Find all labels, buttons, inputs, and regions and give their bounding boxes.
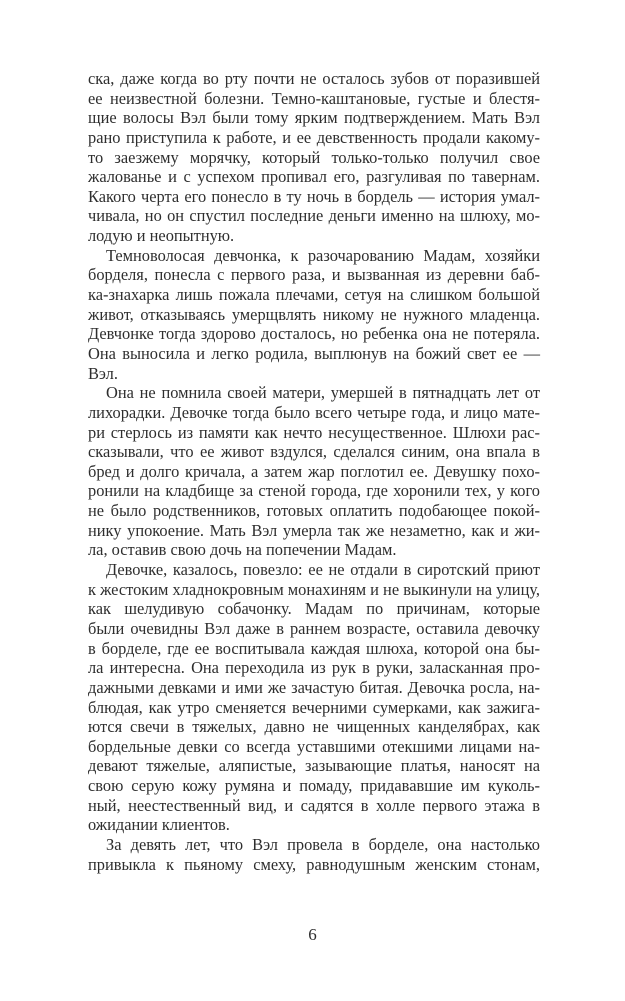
text-line: свою серую кожу румяна и помаду, придававшие им куколь- xyxy=(88,776,540,796)
text-line: привыкла к пьяному смеху, равнодушным женским стонам, xyxy=(88,854,540,874)
text-line: ронили на кладбище за стеной города, где хоронили тех, у кого xyxy=(88,481,540,501)
text-line: Девчонке тогда здорово досталось, но ребенка она не потеряла. xyxy=(88,324,540,344)
text-line: бред и долго кричала, а затем жар поглотил ее. Девушку похо- xyxy=(88,461,540,481)
text-line: живот, отказываясь умерщвлять никому не нужного младенца. xyxy=(88,304,540,324)
text-line: щие волосы Вэл были тому ярким подтверждением. Мать Вэл xyxy=(88,108,540,128)
text-line: ри стерлось из памяти как нечто несущественное. Шлюхи рас- xyxy=(88,422,540,442)
text-line: ее неизвестной болезни. Темно-каштановые, густые и блестя- xyxy=(88,88,540,108)
text-line: Темноволосая девчонка, к разочарованию Мадам, хозяйки xyxy=(106,245,540,265)
text-line: были очевидны Вэл даже в раннем возрасте, оставила девочку xyxy=(88,618,540,638)
text-line: ожидании клиентов. xyxy=(88,815,230,835)
text-line: ла, оставив свою дочь на попечении Мадам. xyxy=(88,540,397,560)
text-line: Какого черта его понесло в ту ночь в бордель — история умал- xyxy=(88,186,540,206)
text-line: ла интересна. Она переходила из рук в руки, заласканная про- xyxy=(88,658,540,678)
text-line: лодую и неопытную. xyxy=(88,226,235,246)
text-line: как шелудивую собачонку. Мадам по причинам, которые xyxy=(88,599,540,619)
text-line: девают тяжелые, аляпистые, зазывающие платья, наносят на xyxy=(88,756,540,776)
text-line: За девять лет, что Вэл провела в борделе, она настолько xyxy=(106,834,540,854)
text-line: ка-знахарка лишь пожала плечами, сетуя на слишком большой xyxy=(88,285,540,305)
text-line: лихорадки. Девочке тогда было всего четыре года, и лицо мате- xyxy=(88,402,540,422)
text-line: рано приступила к работе, и ее девственность продали какому- xyxy=(88,127,540,147)
text-line: борделя, понесла с первого раза, и вызванная из деревни баб- xyxy=(88,265,540,285)
body-text xyxy=(88,69,540,874)
text-line: дажными девками и ими же зачастую битая. Девочка росла, на- xyxy=(88,677,540,697)
text-line: сказывали, что ее живот вздулся, сделался синим, она впала в xyxy=(88,442,540,462)
text-line: не было родственников, готовых оплатить подобающее покой- xyxy=(88,501,540,521)
text-line: жалованье и с успехом пропивал его, разгуливая по тавернам. xyxy=(88,167,540,187)
text-line: то заезжему морячку, который только-только получил свое xyxy=(88,147,540,167)
text-line: блюдая, как утро сменяется вечерними сумерками, как зажига- xyxy=(88,697,540,717)
text-line: Она не помнила своей матери, умершей в пятнадцать лет от xyxy=(106,383,540,403)
text-line: к жестоким хладнокровным монахиням и не выкинули на улицу, xyxy=(88,579,540,599)
text-line: в борделе, где ее воспитывала каждая шлюха, которой она бы- xyxy=(88,638,540,658)
text-line: нику упокоение. Мать Вэл умерла так же незаметно, как и жи- xyxy=(88,520,540,540)
text-line: чивала, но он спустил последние деньги именно на шлюху, мо- xyxy=(88,206,540,226)
text-line: ются свечи в тяжелых, давно не чищенных канделябрах, как xyxy=(88,717,540,737)
text-line: Вэл. xyxy=(88,363,118,383)
page-number: 6 xyxy=(308,925,317,944)
text-line: ска, даже когда во рту почти не осталось зубов от поразившей xyxy=(88,69,540,88)
text-line: Девочке, казалось, повезло: ее не отдали в сиротский приют xyxy=(106,560,540,580)
text-line: бордельные девки со всегда уставшими отекшими лицами на- xyxy=(88,736,540,756)
text-line: ный, неестественный вид, и садятся в холле первого этажа в xyxy=(88,795,540,815)
text-line: Она выносила и легко родила, выплюнув на божий свет ее — xyxy=(88,343,540,363)
